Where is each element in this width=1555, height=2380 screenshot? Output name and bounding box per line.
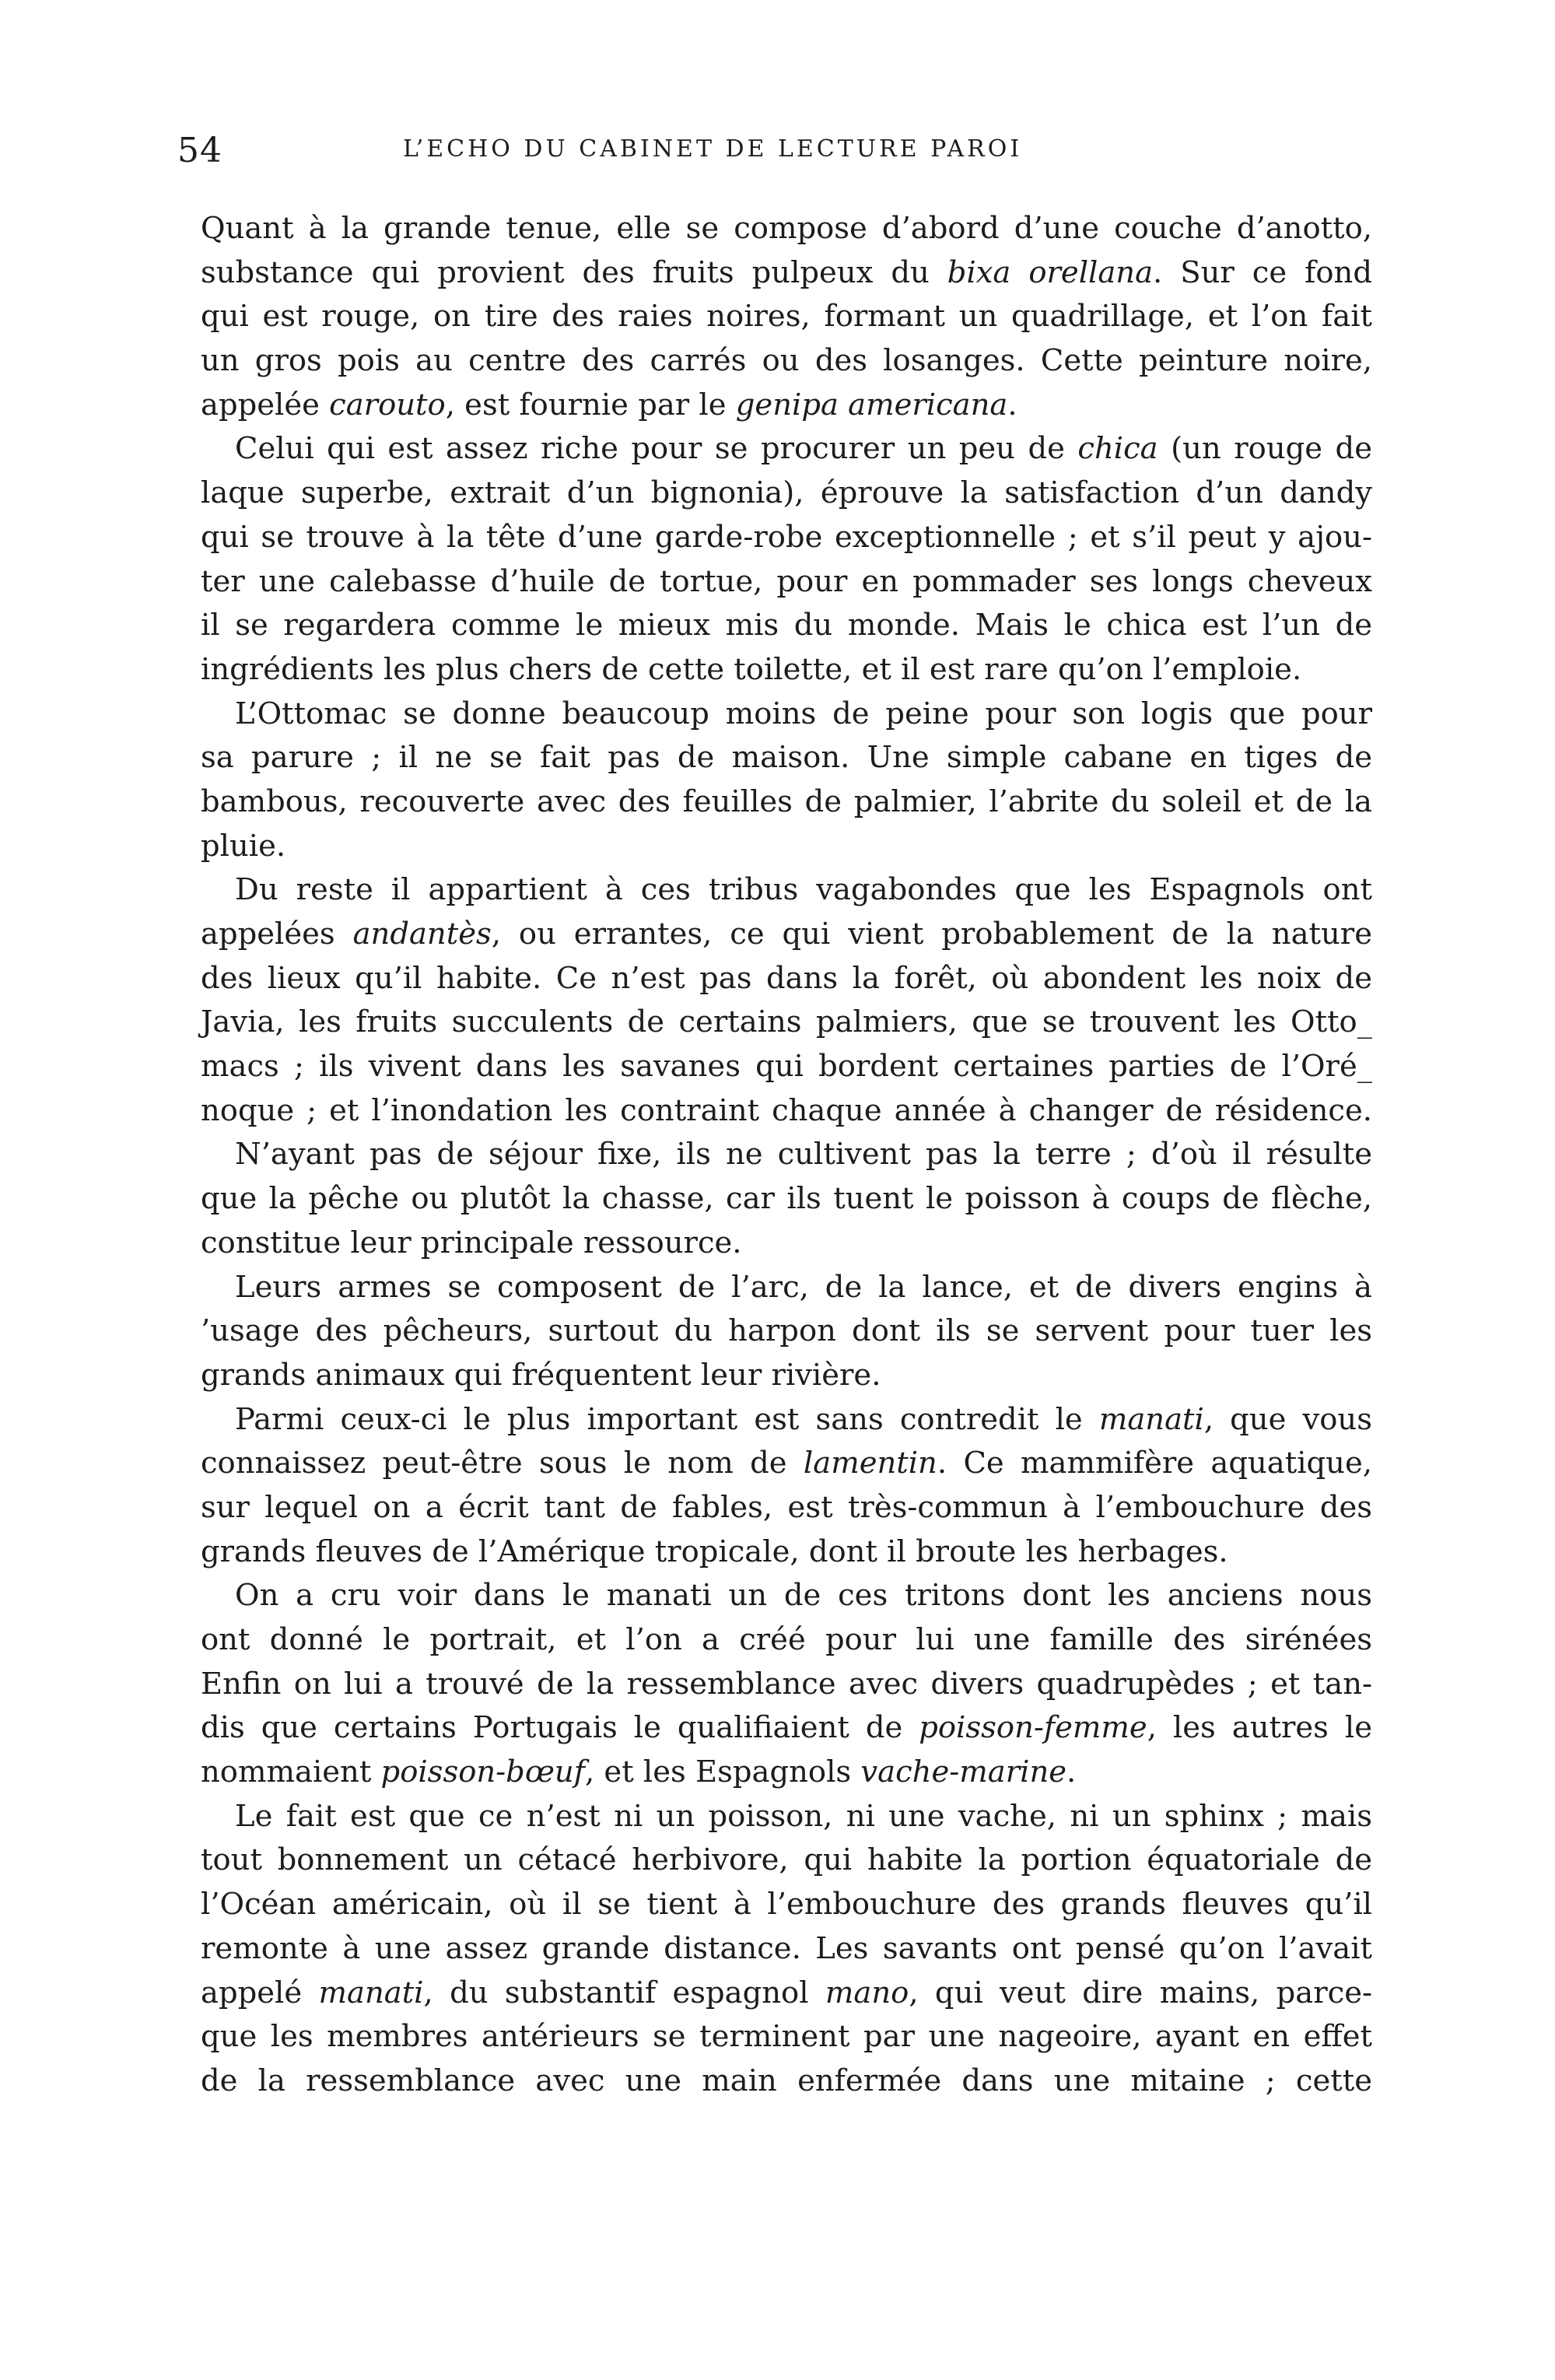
text-line	[201, 1354, 1372, 1398]
text-line	[201, 207, 1372, 251]
text-line	[201, 295, 1372, 339]
italic-term: poisson-bœuf	[380, 1754, 585, 1790]
text-segment: , qui veut dire mains, parce-	[909, 1975, 1372, 2010]
text-line	[201, 1177, 1372, 1222]
text-segment: Celui qui est assez riche pour se procurer un peu de	[235, 431, 1078, 467]
text-segment: .	[1007, 387, 1017, 422]
text-segment: , est fournie par le	[445, 387, 736, 422]
text-segment: , que vous	[1203, 1401, 1372, 1437]
italic-term: poisson-femme	[919, 1710, 1147, 1746]
text-line	[201, 1266, 1372, 1310]
text-line	[201, 913, 1372, 957]
body-text	[201, 207, 1372, 2354]
text-segment: Javia, les fruits succulents de certains palmiers, que se trouvent les Otto_	[201, 1004, 1372, 1040]
text-line	[201, 339, 1372, 384]
text-segment: bambous, recouverte avec des feuilles de palmier, l’abrite du soleil et de la	[201, 783, 1372, 819]
text-line	[201, 516, 1372, 560]
text-line	[201, 1309, 1372, 1354]
text-line	[201, 1045, 1372, 1089]
text-segment: , les autres le	[1147, 1710, 1372, 1746]
text-line	[201, 1838, 1372, 1883]
text-segment: constitue leur principale ressource.	[201, 1225, 742, 1260]
text-segment: dis que certains Portugais le qualifiaient de	[201, 1710, 919, 1746]
italic-term: genipa americana	[735, 387, 1008, 422]
text-segment: appelé	[201, 1975, 319, 2010]
text-line	[201, 560, 1372, 605]
text-line	[201, 2015, 1372, 2059]
text-segment: Quant à la grande tenue, elle se compose d’abord d’une couche d’anotto,	[201, 211, 1372, 246]
italic-term: chica	[1077, 431, 1158, 467]
text-segment: . Sur ce fond	[1153, 254, 1372, 290]
text-line	[201, 868, 1372, 913]
text-line	[201, 1133, 1372, 1177]
text-segment: appelée	[201, 387, 330, 422]
italic-term: andantès	[352, 917, 492, 952]
italic-term: lamentin	[803, 1446, 937, 1481]
text-segment: Enfin on lui a trouvé de la ressemblance avec divers quadrupèdes ; et tan-	[201, 1666, 1372, 1702]
text-segment: (un rouge de	[1157, 431, 1372, 467]
text-segment: . Ce mammifère aquatique,	[937, 1446, 1372, 1481]
text-line	[201, 384, 1372, 428]
text-segment: l’Océan américain, où il se tient à l’embouchure des grands fleuves qu’il	[201, 1887, 1372, 1923]
text-segment: L’Ottomac se donne beaucoup moins de peine pour son logis que pour	[235, 696, 1372, 731]
text-segment: qui est rouge, on tire des raies noires, formant un quadrillage, et l’on fait	[201, 299, 1372, 335]
text-segment: des lieux qu’il habite. Ce n’est pas dans la forêt, où abondent les noix de	[201, 960, 1372, 996]
text-line	[201, 1001, 1372, 1045]
text-line	[201, 1883, 1372, 1927]
text-line	[201, 1442, 1372, 1486]
page-number: 54	[177, 131, 222, 170]
text-segment: que la pêche ou plutôt la chasse, car ils tuent le poisson à coups de flèche,	[201, 1181, 1372, 1217]
text-line	[201, 1751, 1372, 1795]
text-segment: pluie.	[201, 828, 286, 864]
text-segment: tout bonnement un cétacé herbivore, qui habite la portion équatoriale de	[201, 1842, 1372, 1878]
text-segment: Leurs armes se composent de l’arc, de la lance, et de divers engins à	[235, 1269, 1372, 1305]
text-segment: macs ; ils vivent dans les savanes qui bordent certaines parties de l’Oré_	[201, 1049, 1372, 1085]
italic-term: manati	[318, 1975, 424, 2010]
text-segment: qui se trouve à la tête d’une garde-robe exceptionnelle ; et s’il peut y ajou-	[201, 519, 1372, 555]
text-segment: N’ayant pas de séjour fixe, ils ne cultivent pas la terre ; d’où il résulte	[235, 1137, 1372, 1172]
text-segment: Parmi ceux-ci le plus important est sans contredit le	[235, 1401, 1099, 1437]
text-line	[201, 471, 1372, 516]
text-line	[201, 604, 1372, 648]
text-segment: de la ressemblance avec une main enfermée dans une mitaine ; cette	[201, 2063, 1372, 2098]
text-line	[201, 1486, 1372, 1530]
text-segment: ter une calebasse d’huile de tortue, pour en pommader ses longs cheveux	[201, 563, 1372, 599]
text-segment: grands animaux qui fréquentent leur rivière.	[201, 1357, 881, 1393]
text-segment: On a cru voir dans le manati un de ces tritons dont les anciens nous	[235, 1578, 1372, 1614]
text-segment: .	[1066, 1754, 1077, 1790]
italic-term: bixa orellana	[947, 254, 1154, 290]
text-segment: Le fait est que ce n’est ni un poisson, ni une vache, ni un sphinx ; mais	[235, 1798, 1372, 1834]
text-segment: , et les Espagnols	[584, 1754, 861, 1790]
italic-term: mano	[825, 1975, 909, 2010]
page-header	[177, 131, 1371, 177]
text-line	[201, 648, 1372, 692]
text-segment: laque superbe, extrait d’un bignonia), éprouve la satisfaction d’un dandy	[201, 475, 1372, 511]
text-line	[201, 1972, 1372, 2016]
italic-term: carouto	[329, 387, 446, 422]
text-line	[201, 1222, 1372, 1266]
text-line	[201, 1089, 1372, 1134]
text-line	[201, 1663, 1372, 1707]
text-line	[201, 1618, 1372, 1663]
text-segment: grands fleuves de l’Amérique tropicale, dont il broute les herbages.	[201, 1534, 1228, 1569]
text-line	[201, 427, 1372, 471]
text-segment: un gros pois au centre des carrés ou des losanges. Cette peinture noire,	[201, 343, 1372, 379]
text-line	[201, 1795, 1372, 1839]
italic-term: vache-marine	[860, 1754, 1067, 1790]
text-line	[201, 1706, 1372, 1751]
text-segment: Du reste il appartient à ces tribus vagabondes que les Espagnols ont	[235, 872, 1372, 908]
text-line	[201, 1574, 1372, 1618]
text-line	[201, 780, 1372, 825]
text-line	[201, 251, 1372, 296]
text-segment: connaissez peut-être sous le nom de	[201, 1446, 804, 1481]
text-segment: remonte à une assez grande distance. Les savants ont pensé qu’on l’avait	[201, 1930, 1372, 1966]
text-segment: sa parure ; il ne se fait pas de maison. Une simple cabane en tiges de	[201, 740, 1372, 776]
text-segment: que les membres antérieurs se terminent par une nageoire, ayant en effet	[201, 2019, 1372, 2055]
text-segment: ’usage des pêcheurs, surtout du harpon dont ils se servent pour tuer les	[201, 1313, 1372, 1349]
text-line	[201, 1530, 1372, 1575]
text-line	[201, 957, 1372, 1001]
italic-term: manati	[1098, 1401, 1204, 1437]
text-line	[201, 692, 1372, 737]
text-segment: il se regardera comme le mieux mis du monde. Mais le chica est l’un de	[201, 608, 1372, 643]
text-line	[201, 1398, 1372, 1442]
text-line	[201, 1927, 1372, 1972]
text-line	[201, 2059, 1372, 2104]
text-segment: ingrédients les plus chers de cette toilette, et il est rare qu’on l’emploie.	[201, 651, 1302, 687]
text-line	[201, 736, 1372, 780]
text-segment: substance qui provient des fruits pulpeux du	[201, 254, 947, 290]
running-title: L’ECHO DU CABINET DE LECTURE PAROI	[403, 135, 1023, 163]
text-segment: appelées	[201, 917, 353, 952]
text-segment: nommaient	[201, 1754, 381, 1790]
text-segment: sur lequel on a écrit tant de fables, est très-commun à l’embouchure des	[201, 1489, 1372, 1525]
text-line	[201, 825, 1372, 869]
text-segment: noque ; et l’inondation les contraint chaque année à changer de résidence.	[201, 1092, 1372, 1128]
text-segment: ont donné le portrait, et l’on a créé pour lui une famille des sirénées	[201, 1622, 1372, 1657]
text-segment: , du substantif espagnol	[423, 1975, 825, 2010]
text-segment: , ou errantes, ce qui vient probablement de la nature	[491, 917, 1372, 952]
